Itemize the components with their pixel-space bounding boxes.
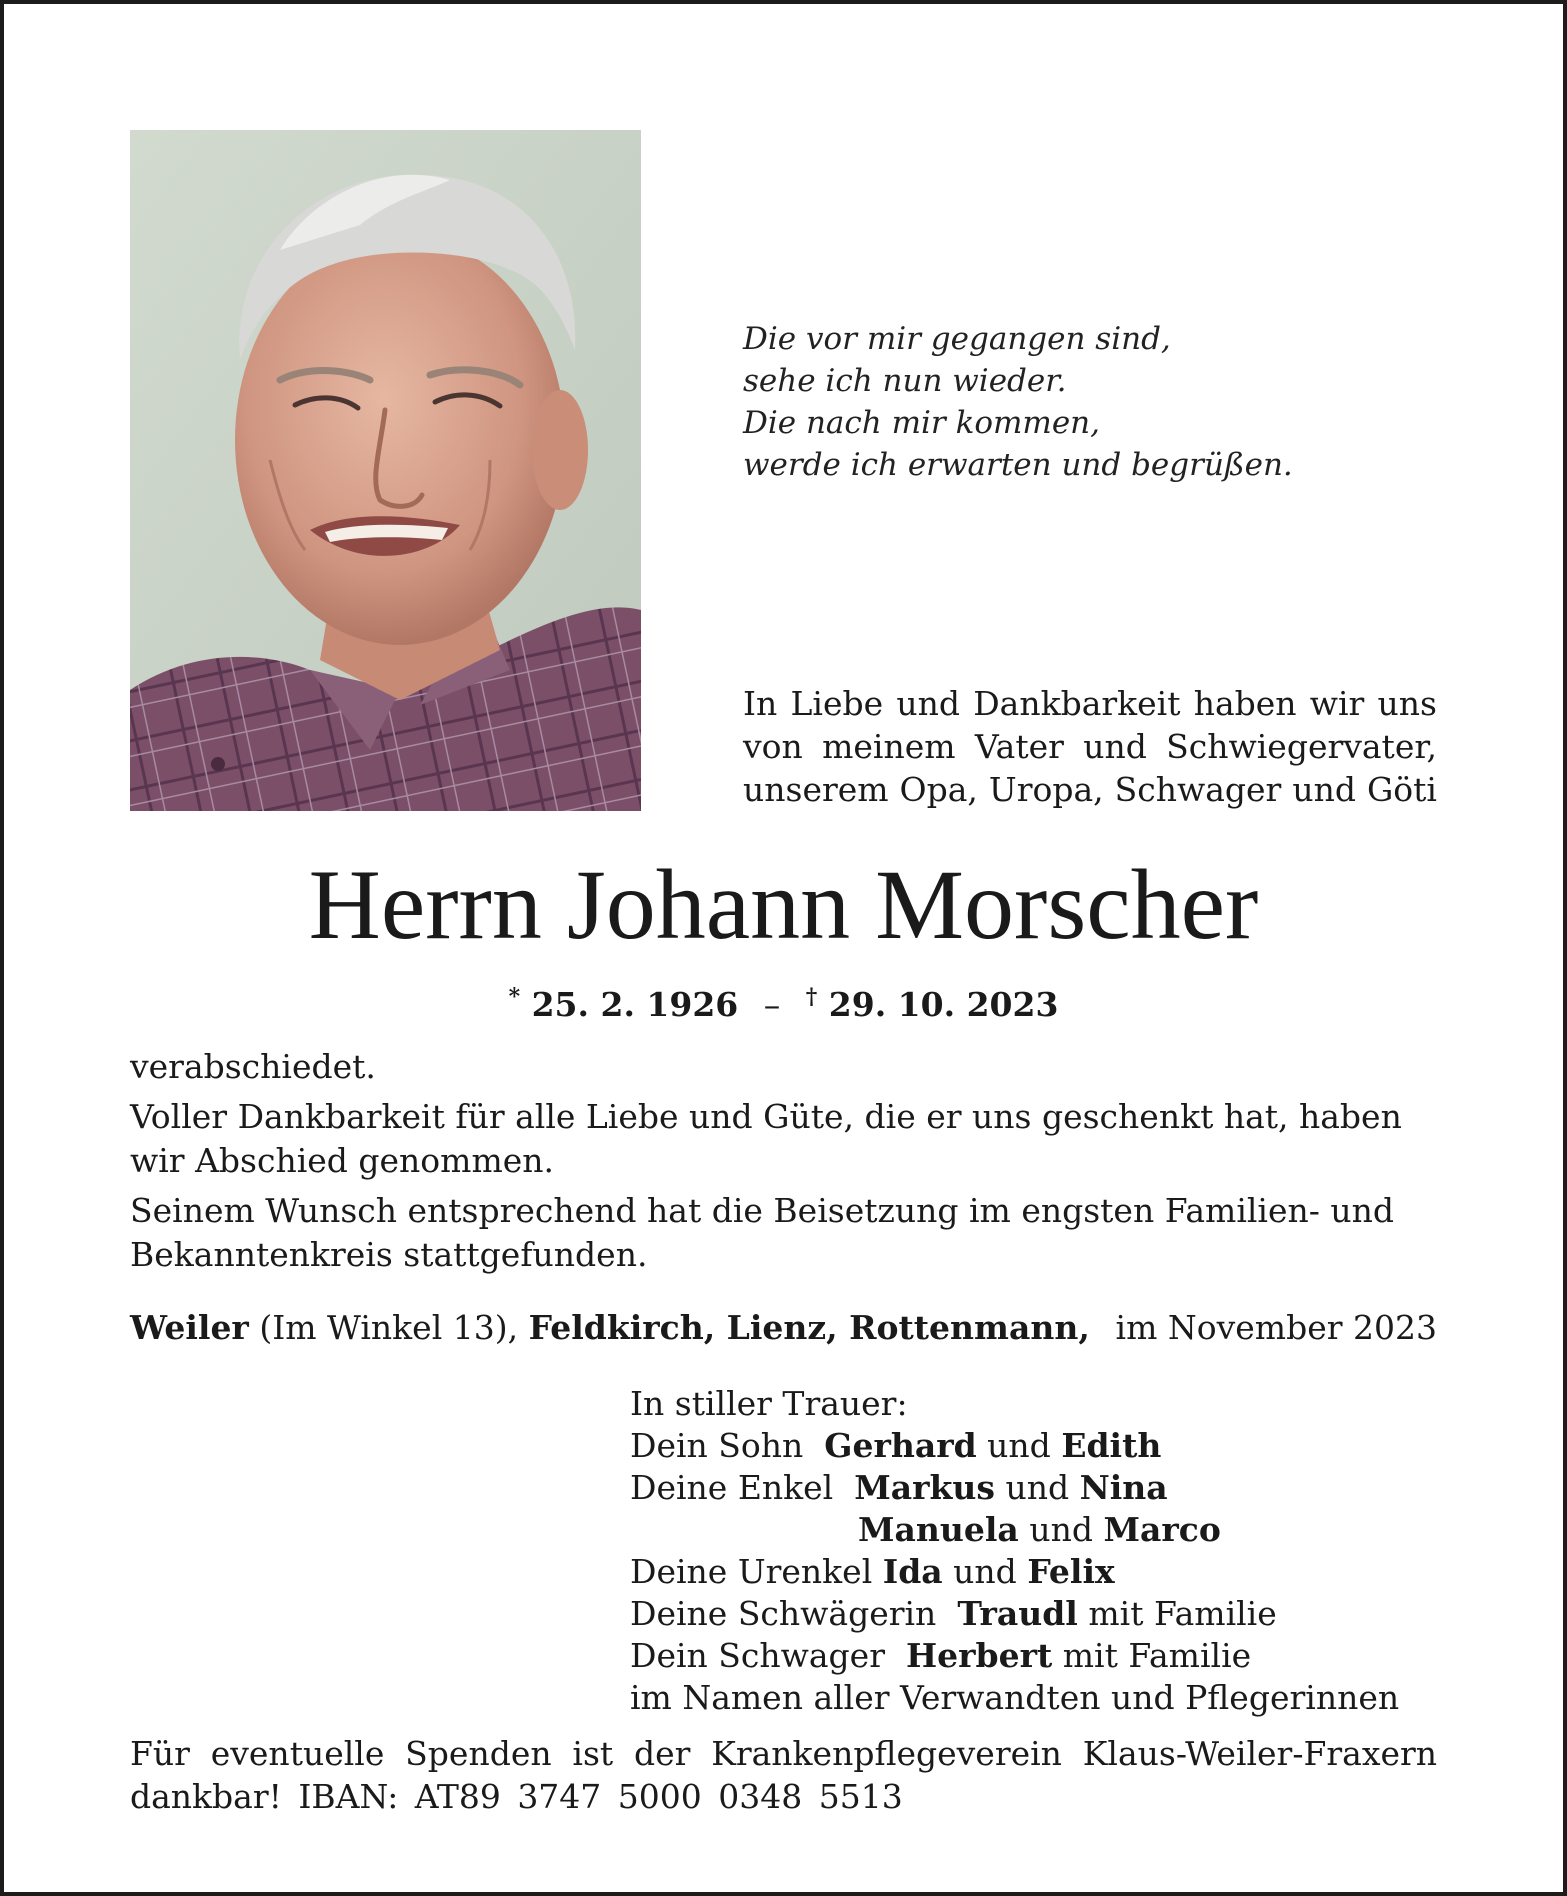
mourner-name: Markus	[854, 1468, 995, 1507]
death-date: 29. 10. 2023	[828, 985, 1059, 1024]
conjunction: und	[1029, 1510, 1093, 1549]
donation-note	[130, 1732, 1437, 1818]
town-weiler: Weiler	[130, 1308, 249, 1347]
mourner-name: Felix	[1027, 1552, 1115, 1591]
conjunction: und	[953, 1552, 1017, 1591]
relation-label: Deine Enkel	[630, 1468, 834, 1507]
mourner-suffix: mit Familie	[1088, 1594, 1277, 1633]
body-paragraph: Seinem Wunsch entsprechend hat die Beisetzung im engsten Familien- und Bekanntenkreis stattgefunden.	[130, 1191, 1395, 1274]
mourner-row	[630, 1509, 1399, 1551]
date-separator: –	[763, 985, 781, 1024]
mourners-list	[630, 1383, 1399, 1719]
donation-line: Für eventuelle Spenden ist der Krankenpflegeverein Klaus-Weiler-Fraxern	[130, 1734, 1437, 1773]
mourner-suffix: mit Familie	[1062, 1636, 1252, 1675]
mourner-row	[630, 1635, 1399, 1677]
conjunction: und	[987, 1426, 1051, 1465]
poem	[743, 318, 1293, 486]
address: (Im Winkel 13),	[259, 1308, 519, 1347]
mourner-name: Edith	[1061, 1426, 1162, 1465]
mourner-name: Manuela	[858, 1510, 1019, 1549]
mourner-name: Herbert	[905, 1636, 1053, 1675]
body-paragraph: verabschiedet.	[130, 1047, 376, 1086]
poem-line: werde ich erwarten und begrüßen.	[743, 447, 1293, 483]
mourner-row	[630, 1593, 1399, 1635]
other-towns: Feldkirch, Lienz, Rottenmann,	[528, 1308, 1090, 1347]
birth-symbol: *	[508, 984, 521, 1010]
intro-line: unserem Opa, Uropa, Schwager und Göti	[743, 770, 1437, 809]
mourner-name: Ida	[882, 1552, 943, 1591]
intro-line: In Liebe und Dankbarkeit haben wir uns	[743, 684, 1437, 723]
poem-line: Die nach mir kommen,	[743, 405, 1100, 441]
birth-date: 25. 2. 1926	[531, 985, 739, 1024]
poem-line: sehe ich nun wieder.	[743, 363, 1067, 399]
mourners-closing: im Namen aller Verwandten und Pflegerinnen	[630, 1678, 1400, 1717]
body-paragraph: Voller Dankbarkeit für alle Liebe und Güte, die er uns geschenkt hat, haben wir Abschied genommen.	[130, 1097, 1402, 1180]
intro-line: von meinem Vater und Schwiegervater,	[743, 727, 1437, 766]
portrait-photo	[130, 130, 641, 811]
conjunction: und	[1005, 1468, 1070, 1507]
mourners-heading: In stiller Trauer:	[630, 1384, 908, 1423]
place-date-line	[130, 1306, 1437, 1350]
body-text	[130, 1045, 1437, 1283]
mourner-row	[630, 1551, 1399, 1593]
relation-label: Deine Urenkel	[630, 1552, 873, 1591]
donation-line: dankbar! IBAN: AT89 3747 5000 0348 5513	[130, 1777, 903, 1816]
announcement-date: im November 2023	[1115, 1308, 1437, 1347]
life-dates	[0, 975, 1567, 1027]
mourner-name: Gerhard	[824, 1426, 977, 1465]
relation-label: Deine Schwägerin	[630, 1594, 937, 1633]
relation-label: Dein Sohn	[630, 1426, 804, 1465]
intro-text	[743, 682, 1437, 811]
place-group	[130, 1306, 1090, 1350]
mourner-row	[630, 1467, 1399, 1509]
mourner-name: Nina	[1079, 1468, 1168, 1507]
relation-label: Dein Schwager	[630, 1636, 885, 1675]
deceased-name: Herrn Johann Morscher	[308, 849, 1259, 960]
death-symbol: †	[805, 984, 818, 1010]
mourner-name: Traudl	[957, 1594, 1078, 1633]
mourner-row	[630, 1425, 1399, 1467]
mourner-name: Marco	[1103, 1510, 1221, 1549]
poem-line: Die vor mir gegangen sind,	[743, 321, 1171, 357]
